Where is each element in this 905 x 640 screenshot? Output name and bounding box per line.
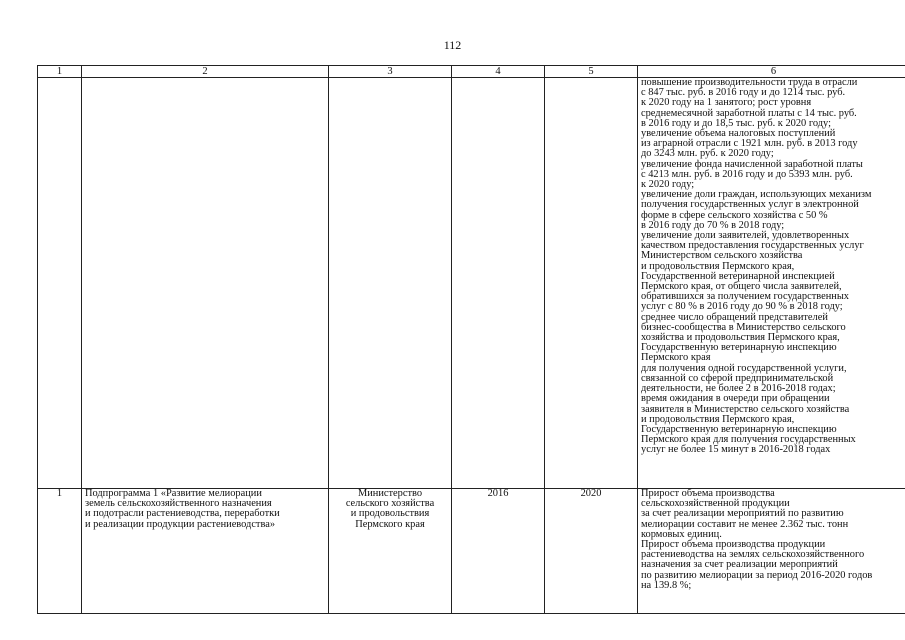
text-line: с 4213 млн. руб. в 2016 году и до 5393 млн. руб.: [641, 168, 853, 180]
text-line: в 2016 году и до 18,5 тыс. руб. к 2020 году;: [641, 117, 831, 129]
empty-cell: [545, 78, 638, 489]
text-line: повышение производительности труда в отрасли: [641, 77, 858, 88]
text-line: увеличение объема налоговых поступлений: [641, 128, 836, 140]
text-line: Пермского края: [641, 352, 711, 364]
text-line: Прирост объема производства продукции: [641, 539, 826, 551]
text-line: увеличение фонда начисленной заработной платы: [641, 158, 863, 170]
header-cell-4: 4: [452, 66, 545, 78]
text-line: бизнес-сообщества в Министерство сельского: [641, 321, 846, 333]
text-line: к 2020 году на 1 занятого; рост уровня: [641, 97, 812, 109]
page-number: 112: [443, 38, 462, 52]
text-line: форме в сфере сельского хозяйства с 50 %: [641, 209, 828, 221]
subprogram-row: [38, 489, 905, 614]
text-line: и подотрасли растениеводства, переработки: [85, 508, 280, 520]
text-line: Министерством сельского хозяйства: [641, 250, 803, 262]
text-line: Министерство: [357, 488, 423, 499]
text-line: Государственную ветеринарную инспекцию: [641, 423, 837, 435]
text-line: сельскохозяйственной продукции: [641, 498, 790, 510]
text-line: увеличение доли граждан, использующих механизм: [641, 189, 872, 201]
expected-results: [638, 489, 905, 614]
row-number: 1: [38, 489, 82, 614]
text-line: Подпрограмма 1 «Развитие мелиорации: [85, 488, 262, 499]
text-line: Пермского края: [355, 518, 425, 530]
empty-cell: [329, 78, 452, 489]
text-line: на 139.8 %;: [641, 579, 692, 591]
text-line: из аграрной отрасли с 1921 млн. руб. в 2013 году: [641, 138, 858, 150]
empty-cell: [82, 78, 329, 489]
text-line: и продовольствия: [350, 508, 430, 520]
expected-results-continued: [638, 78, 905, 489]
text-line: и продовольствия Пермского края,: [641, 260, 795, 272]
text-line: Пермского края для получения государственных: [641, 434, 856, 446]
text-line: обратившихся за получением государственных: [641, 291, 850, 303]
text-line: растениеводства на землях сельскохозяйственного: [641, 549, 865, 561]
text-line: связанной со сферой предпринимательской: [641, 372, 834, 384]
text-line: для получения одной государственной услуги,: [641, 362, 847, 374]
text-line: с 847 тыс. руб. в 2016 году и до 1214 тыс. руб.: [641, 87, 846, 99]
text-line: получения государственных услуг в электронной: [641, 199, 859, 211]
text-line: по развитию мелиорации за период 2016-2020 годов: [641, 569, 873, 581]
program-table: [37, 65, 905, 614]
text-line: увеличение доли заявителей, удовлетворенных: [641, 230, 850, 242]
text-line: время ожидания в очереди при обращении: [641, 393, 830, 405]
text-line: сельского хозяйства: [345, 498, 435, 510]
continuation-row: [38, 78, 905, 489]
executor: [329, 489, 452, 614]
header-cell-3: 3: [329, 66, 452, 78]
text-line: и продовольствия Пермского края,: [641, 413, 795, 425]
header-cell-2: 2: [82, 66, 329, 78]
text-line: Пермского края, от общего числа заявителей,: [641, 281, 842, 293]
text-line: Государственную ветеринарную инспекцию: [641, 342, 837, 354]
text-line: к 2020 году;: [641, 179, 695, 191]
text-line: услуг не более 15 минут в 2016-2018 годах: [641, 444, 831, 456]
text-line: деятельности, не более 2 в 2016-2018 годах;: [641, 383, 836, 395]
text-line: Государственной ветеринарной инспекцией: [641, 270, 835, 282]
header-cell-6: 6: [638, 66, 905, 78]
header-cell-1: 1: [38, 66, 82, 78]
text-line: заявителя в Министерство сельского хозяйства: [641, 403, 850, 415]
table-header-row: [38, 66, 905, 78]
header-cell-5: 5: [545, 66, 638, 78]
text-line: земель сельскохозяйственного назначения: [85, 498, 272, 510]
text-line: услуг с 80 % в 2016 году до 90 % в 2018 году;: [641, 301, 843, 313]
text-line: за счет реализации мероприятий по развитию: [641, 508, 844, 520]
text-line: среднее число обращений представителей: [641, 311, 828, 323]
text-line: мелиорации составит не менее 2.362 тыс. тонн: [641, 518, 849, 530]
start-year: 2016: [452, 489, 545, 614]
subprogram-name: [82, 489, 329, 614]
text-line: Прирост объема производства: [641, 488, 775, 499]
text-line: и реализации продукции растениеводства»: [85, 518, 276, 530]
empty-cell: [38, 78, 82, 489]
text-line: кормовых единиц.: [641, 528, 722, 540]
text-line: хозяйства и продовольствия Пермского края,: [641, 332, 840, 344]
text-line: среднемесячной заработной платы с 14 тыс. руб.: [641, 107, 857, 119]
end-year: 2020: [545, 489, 638, 614]
text-line: в 2016 году до 70 % в 2018 году;: [641, 219, 785, 231]
text-line: качеством предоставления государственных услуг: [641, 240, 864, 252]
text-line: до 3243 млн. руб. к 2020 году;: [641, 148, 774, 160]
text-line: назначения за счет реализации мероприятий: [641, 559, 838, 571]
empty-cell: [452, 78, 545, 489]
